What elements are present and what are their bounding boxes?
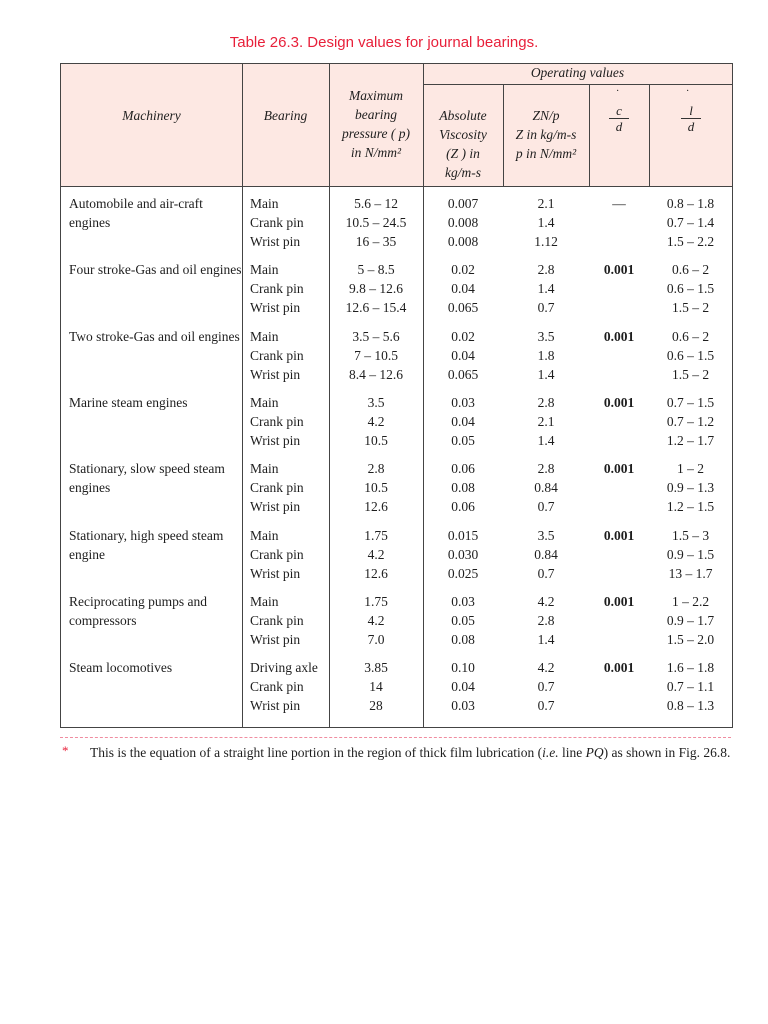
operating-values-rule xyxy=(423,84,732,85)
pressure-cell: 5.6 – 12 10.5 – 24.5 16 – 35 xyxy=(345,196,407,249)
pressure-cell: 3.85 14 28 xyxy=(364,660,388,713)
c-d-cell: 0.001 xyxy=(603,594,635,609)
l-d-cell: 0.6 – 2 0.6 – 1.5 1.5 – 2 xyxy=(666,262,715,315)
zn-p-cell: 2.1 1.4 1.12 xyxy=(534,196,558,249)
zn-p-cell: 3.5 0.84 0.7 xyxy=(534,528,558,581)
viscosity-cell: 0.015 0.030 0.025 xyxy=(447,528,479,581)
header-viscosity: Absolute Viscosity (Z ) in kg/m-s xyxy=(439,108,487,180)
zn-p-cell: 2.8 1.4 0.7 xyxy=(537,262,555,315)
bearing-cell: Main Crank pin Wrist pin xyxy=(250,528,304,581)
machinery-cell: Stationary, slow speed steam engines xyxy=(69,461,225,495)
c-d-cell: 0.001 xyxy=(603,660,635,675)
pressure-cell: 1.75 4.2 12.6 xyxy=(364,528,388,581)
viscosity-cell: 0.10 0.04 0.03 xyxy=(451,660,475,713)
c-d-cell: 0.001 xyxy=(603,329,635,344)
pressure-cell: 3.5 4.2 10.5 xyxy=(364,395,388,448)
machinery-cell: Automobile and air-craft engines xyxy=(69,196,203,230)
bearing-cell: Main Crank pin Wrist pin xyxy=(250,262,304,315)
machinery-cell: Two stroke-Gas and oil engines xyxy=(69,329,240,344)
zn-p-cell: 4.2 0.7 0.7 xyxy=(537,660,555,713)
bearing-cell: Main Crank pin Wrist pin xyxy=(250,395,304,448)
c-d-cell: 0.001 xyxy=(603,528,635,543)
zn-p-cell: 2.8 0.84 0.7 xyxy=(534,461,558,514)
header-operating-values: Operating values xyxy=(530,65,625,80)
viscosity-cell: 0.007 0.008 0.008 xyxy=(447,196,479,249)
header-zn-p: ZN/p Z in kg/m-s p in N/mm² xyxy=(515,108,577,161)
viscosity-cell: 0.02 0.04 0.065 xyxy=(447,329,479,382)
header-machinery: Machinery xyxy=(122,108,181,123)
l-d-cell: 0.8 – 1.8 0.7 – 1.4 1.5 – 2.2 xyxy=(666,196,715,249)
pressure-cell: 1.75 4.2 7.0 xyxy=(364,594,388,647)
l-d-cell: 1 – 2.2 0.9 – 1.7 1.5 – 2.0 xyxy=(666,594,715,647)
pressure-cell: 3.5 – 5.6 7 – 10.5 8.4 – 12.6 xyxy=(349,329,403,382)
column-divider xyxy=(649,84,650,186)
machinery-cell: Reciprocating pumps and compressors xyxy=(69,594,207,628)
viscosity-cell: 0.03 0.05 0.08 xyxy=(451,594,475,647)
design-values-table: Operating values Machinery Bearing Maximum bearing pressure ( p) in N/mm² Absolute Viscosity (Z ) in kg/m-s ZN/p Z in kg/m-s p in N/mm² · $\frac{c}{d}$ · $\frac{l}{d}$ Automobile and air-craft engines Main Crank pin Wrist pin 5.6 – 12 10.5 – 24.5 16 – 35 0.007 0.008 0.008 2.1 1.4 1.12 — 0.8 – 1.8 0.7 – 1.4 1.5 – 2.2 Four stroke-Gas and oil engines Main Crank pin Wrist pin 5 – 8.5 9.8 – 12.6 12.6 – 15.4 0.02 0.04 0.065 2.8 1.4 0.7 0.001 0.6 – 2 0.6 – 1.5 1.5 – 2 Two stroke-Gas and oil engines Main Crank pin Wrist pin 3.5 – 5.6 7 – 10.5 8.4 – 12.6 0.02 0.04 0.065 3.5 1.8 1.4 0.001 0.6 – 2 0.6 – 1.5 1.5 – 2 Marine steam engines Main Crank pin Wrist pin 3.5 4.2 10.5 0.03 0.04 0.05 2.8 2.1 1.4 0.001 0.7 – 1.5 0.7 – 1.2 1.2 – 1.7 Stationary, slow speed steam engines Main Crank pin Wrist pin 2.8 10.5 12.6 0.06 0.08 0.06 2.8 0.84 0.7 0.001 1 – 2 0.9 – 1.3 1.2 – 1.5 Stationary, high speed steam engine Main Crank pin Wrist pin 1.75 4.2 12.6 0.015 0.030 0.025 3.5 0.84 0.7 0.001 1.5 – 3 0.9 – 1.5 13 – 1.7 Reciprocating pumps and compressors Main Crank pin Wrist pin 1.75 4.2 7.0 0.03 0.05 0.08 4.2 2.8 1.4 0.001 1 – 2.2 0.9 – 1.7 1.5 – 2.0 Steam locomotives Driving axle Crank pin Wrist pin 3.85 14 28 0.10 0.04 0.03 4.2 0.7 0.7 0.001 1.6 – 1.8 0.7 – 1.1 0.8 – 1.3 xyxy=(60,63,733,728)
bearing-cell: Main Crank pin Wrist pin xyxy=(250,196,304,249)
footnote-marker: * xyxy=(62,743,69,758)
c-d-cell: 0.001 xyxy=(603,395,635,410)
l-d-cell: 1.5 – 3 0.9 – 1.5 13 – 1.7 xyxy=(666,528,715,581)
header-c-over-d: $\frac{c}{d}$ xyxy=(609,104,629,134)
bearing-cell: Main Crank pin Wrist pin xyxy=(250,594,304,647)
l-d-cell: 1.6 – 1.8 0.7 – 1.1 0.8 – 1.3 xyxy=(666,660,715,713)
c-d-cell: — xyxy=(612,196,626,211)
footnote-rule xyxy=(60,737,731,738)
pressure-cell: 2.8 10.5 12.6 xyxy=(364,461,388,514)
c-d-cell: 0.001 xyxy=(603,262,635,277)
viscosity-cell: 0.06 0.08 0.06 xyxy=(451,461,475,514)
column-divider xyxy=(589,84,590,186)
zn-p-cell: 3.5 1.8 1.4 xyxy=(537,329,555,382)
l-d-cell: 1 – 2 0.9 – 1.3 1.2 – 1.5 xyxy=(666,461,715,514)
bearing-cell: Main Crank pin Wrist pin xyxy=(250,461,304,514)
table-title: Table 26.3. Design values for journal bearings. xyxy=(229,34,539,51)
pressure-cell: 5 – 8.5 9.8 – 12.6 12.6 – 15.4 xyxy=(345,262,407,315)
header-l-over-d: $\frac{l}{d}$ xyxy=(681,104,701,134)
c-d-cell: 0.001 xyxy=(603,461,635,476)
viscosity-cell: 0.02 0.04 0.065 xyxy=(447,262,479,315)
header-bearing: Bearing xyxy=(263,108,308,123)
l-d-cell: 0.7 – 1.5 0.7 – 1.2 1.2 – 1.7 xyxy=(666,395,715,448)
bearing-cell: Main Crank pin Wrist pin xyxy=(250,329,304,382)
zn-p-cell: 4.2 2.8 1.4 xyxy=(537,594,555,647)
viscosity-cell: 0.03 0.04 0.05 xyxy=(451,395,475,448)
machinery-cell: Four stroke-Gas and oil engines xyxy=(69,262,242,277)
header-max-pressure: Maximum bearing pressure ( p) in N/mm² xyxy=(342,88,410,160)
machinery-cell: Marine steam engines xyxy=(69,395,188,410)
l-d-cell: 0.6 – 2 0.6 – 1.5 1.5 – 2 xyxy=(666,329,715,382)
footnote-text: This is the equation of a straight line portion in the region of thick film lubrication (i.e. line PQ) as shown in Fig. 26.8. xyxy=(90,745,731,760)
bearing-cell: Driving axle Crank pin Wrist pin xyxy=(250,660,318,713)
machinery-cell: Steam locomotives xyxy=(69,660,173,675)
zn-p-cell: 2.8 2.1 1.4 xyxy=(537,395,555,448)
machinery-cell: Stationary, high speed steam engine xyxy=(69,528,224,562)
